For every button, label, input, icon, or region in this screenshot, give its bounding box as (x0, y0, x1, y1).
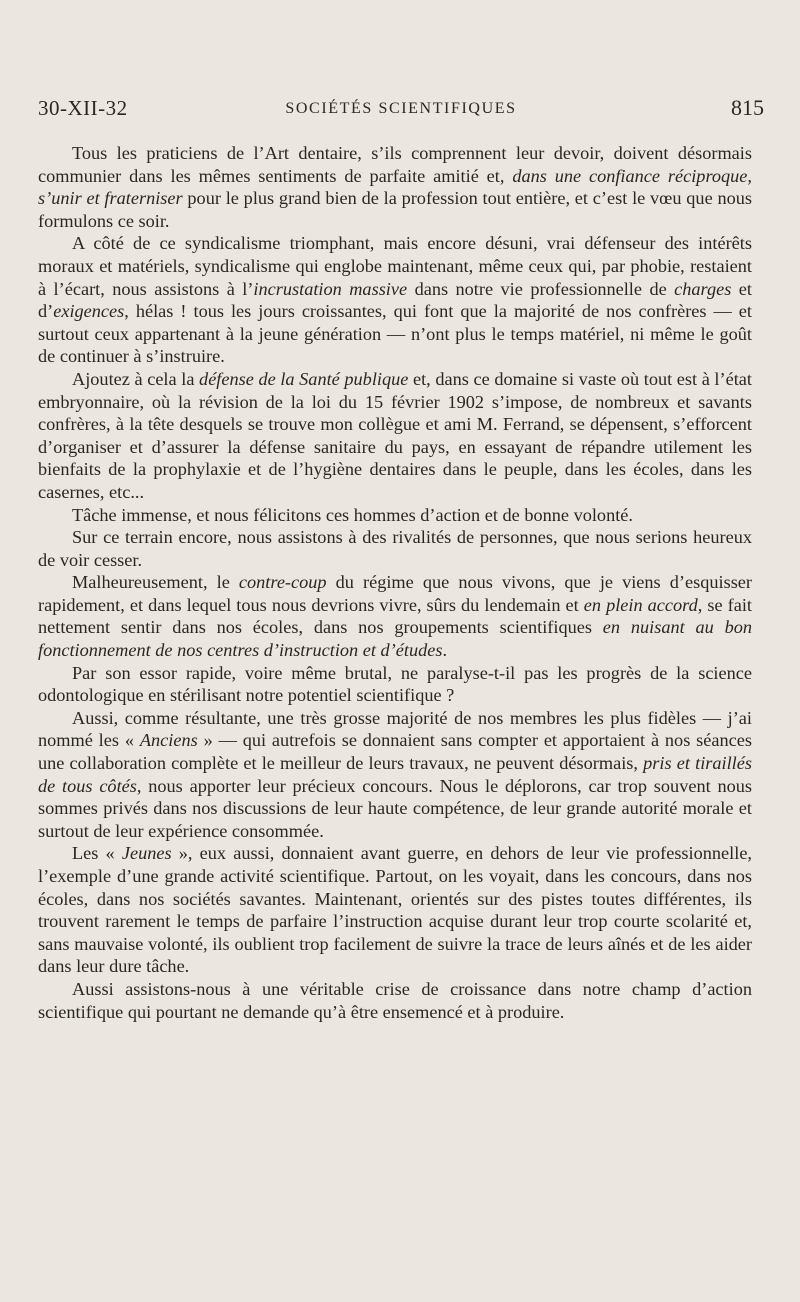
text-run: du régime que nous vivons, que je viens d’esquisser rapidement, et dans lequel tous nous devrions vivre, sûrs du lendemain et (38, 572, 753, 615)
running-title: SOCIÉTÉS SCIENTIFIQUES (285, 100, 517, 117)
paragraph (38, 232, 752, 368)
article-body (38, 142, 752, 1023)
text-run: A côté de ce syndicalisme triomphant, mais encore désuni, vrai défenseur des intérêts moraux et matériels, syndicalisme qui englobe maintenant, même ceux qui, par phobie, restaient à l’écart, nous assistons à l’ (38, 233, 752, 299)
paragraph (38, 978, 752, 1023)
italic-run: en nuisant au bon fonctionnement de nos centres d’instruction et d’études (38, 617, 752, 661)
text-run: et, dans ce domaine si vaste où tout est à l’état embryonnaire, où la révision de la loi du 15 février 1902 s’impose, de nombreux et savants confrères, à la tête desquels se trouve mon collègue et ami M. Ferrand, se dépensent, s’efforcent d’organiser et d’assurer la défense sanitaire du pays, en essayant de répandre utilement les bienfaits de la prophylaxie et de l’hygiène dentaires dans le peuple, dans les écoles, dans les casernes, etc... (38, 368, 752, 502)
running-header (38, 93, 764, 123)
paragraph (38, 662, 752, 707)
paragraph (38, 504, 752, 527)
italic-run: Anciens (139, 730, 198, 751)
text-run: Malheureusement, le (72, 572, 239, 593)
text-run: , nous apporter leur précieux concours. Nous le déplorons, car trop souvent nous sommes privés dans nos discussions de leur haute compétence, de leur grande autorité morale et surtout de leur expérience consommée. (38, 775, 752, 841)
text-run: » — qui autrefois se donnaient sans compter et apportaient à nos séances une collaboration complète et le meilleur de leurs travaux, ne peuvent désormais, (38, 730, 752, 774)
paragraph (38, 707, 752, 843)
text-run: et d’ (38, 278, 752, 322)
text-run: Par son essor rapide, voire même brutal, ne paralyse-t-il pas les progrès de la science odontologique en stérilisant notre potentiel scientifique ? (38, 662, 752, 706)
italic-run: dans une confiance réciproque, s’unir et fraterniser (38, 165, 752, 209)
paragraph (38, 571, 752, 661)
page-number: 815 (731, 95, 764, 120)
italic-run: défense de la Santé publique (199, 368, 409, 389)
italic-run: Jeunes (121, 843, 172, 864)
italic-run: pris et tiraillés de tous côtés (38, 753, 752, 796)
italic-run: contre-coup (238, 572, 327, 593)
text-run: », eux aussi, donnaient avant guerre, en dehors de leur vie professionnelle, l’exemple d’une grande activité scientifique. Partout, on les voyait, dans les concours, dans nos écoles, dans nos sociétés savantes. Maintenant, orientés sur des pistes toutes différentes, ils trouvent rarement le temps de parfaire l’instruction acquise durant leur trop courte scolarité et, sans mauvaise volonté, ils oublient trop facilement de suivre la trace de leurs aînés et de les aider dans leur dure tâche. (38, 843, 752, 977)
text-run: Aussi, comme résultante, une très grosse majorité de nos membres les plus fidèles — j’ai nommé les « (38, 707, 752, 751)
text-run: Ajoutez à cela la (72, 368, 200, 389)
text-run: pour le plus grand bien de la profession tout entière, et c’est le vœu que nous formulons ce soir. (38, 188, 753, 231)
paragraph (38, 368, 752, 504)
italic-run: incrustation massive (253, 278, 408, 299)
paragraph (38, 142, 752, 232)
text-run: Les « (72, 843, 122, 864)
text-run: , se fait nettement sentir dans nos écoles, dans nos groupements scientifiques (38, 594, 752, 638)
italic-run: charges (674, 278, 732, 299)
issue-date: 30-XII-32 (38, 96, 128, 120)
text-run: Tâche immense, et nous félicitons ces hommes d’action et de bonne volonté. (72, 504, 633, 525)
text-run: , hélas ! tous les jours croissantes, qui font que la majorité de nos confrères — et surtout ceux appartenant à la jeune génération — n’ont plus le temps matériel, ni même le goût de continuer à s’instruire. (38, 301, 752, 367)
text-run: Aussi assistons-nous à une véritable crise de croissance dans notre champ d’action scientifique qui pourtant ne demande qu’à être ensemencé et à produire. (38, 978, 752, 1022)
text-run: . (442, 640, 448, 661)
italic-run: en plein accord (583, 594, 698, 615)
text-run: Tous les praticiens de l’Art dentaire, s’ils comprennent leur devoir, doivent désormais communier dans les mêmes sentiments de parfaite amitié et, (38, 143, 752, 186)
text-run: dans notre vie professionnelle de (407, 278, 675, 299)
paragraph (38, 526, 752, 571)
italic-run: exigences (53, 301, 125, 322)
text-run: Sur ce terrain encore, nous assistons à des rivalités de personnes, que nous serions heureux de voir cesser. (38, 527, 752, 570)
paragraph (38, 842, 752, 978)
